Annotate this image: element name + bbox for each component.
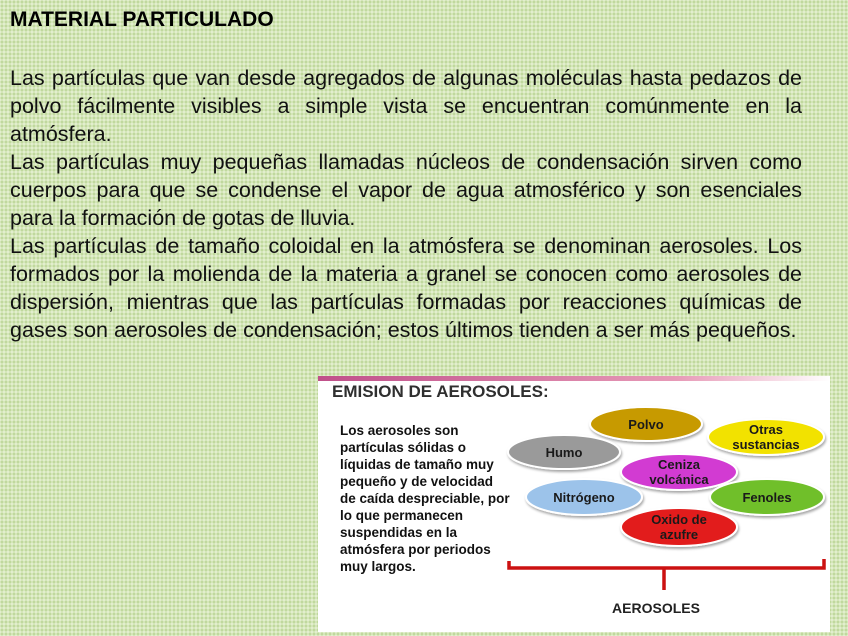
bubble-diagram	[318, 376, 830, 632]
bubble-ceniza-volcanica	[621, 454, 737, 490]
slide-title: MATERIAL PARTICULADO	[10, 8, 274, 31]
bubble-label: Polvo	[628, 417, 664, 432]
paragraph-1: Las partículas que van desde agregados de algunas moléculas hasta pedazos de polvo fácilmente visibles a simple vista se encuentran comúnmente en la atmósfera.	[10, 66, 802, 146]
aerosoles-bracket	[509, 559, 824, 590]
bubble-otras-sustancias	[708, 419, 824, 455]
figure-title: EMISION DE AEROSOLES:	[332, 382, 549, 401]
figure-description: Los aerosoles son partículas sólidas o líquidas de tamaño muy pequeño y de velocidad de caída despreciable, por lo que permanecen suspendidas en la atmósfera por periodos muy largos.	[340, 423, 510, 574]
bubble-oxido-de-azufre	[621, 508, 737, 546]
bubble-label: Oxido de	[651, 512, 707, 527]
bubble-label: Ceniza	[658, 457, 700, 472]
bubble-humo	[508, 435, 620, 469]
body-text	[10, 64, 802, 344]
bubble-label: Fenoles	[742, 490, 792, 505]
bubble-label: Nitrógeno	[553, 490, 615, 505]
paragraph-3: Las partículas de tamaño coloidal en la atmósfera se denominan aerosoles. Los formados por la molienda de la materia a granel se conocen como aerosoles de dispersión, mientras que las partículas formadas por reacciones químicas de gases son aerosoles de condensación; estos últimos tienden a ser más pequeños.	[10, 234, 802, 342]
aerosol-emission-figure	[318, 376, 830, 632]
bubble-polvo	[590, 407, 702, 441]
paragraph-2: Las partículas muy pequeñas llamadas núcleos de condensación sirven como cuerpos para que se condense el vapor de agua atmosférico y son esenciales para la formación de gotas de lluvia.	[10, 150, 802, 230]
bubble-label: sustancias	[732, 437, 800, 452]
bubble-nitrogeno	[526, 479, 642, 515]
bubble-fenoles	[710, 479, 824, 515]
bubble-label: Humo	[545, 445, 583, 460]
bubble-label: Otras	[749, 422, 783, 437]
bubble-label: azufre	[659, 527, 699, 542]
bracket-label: AEROSOLES	[612, 600, 700, 616]
bubble-label: volcánica	[649, 472, 709, 487]
